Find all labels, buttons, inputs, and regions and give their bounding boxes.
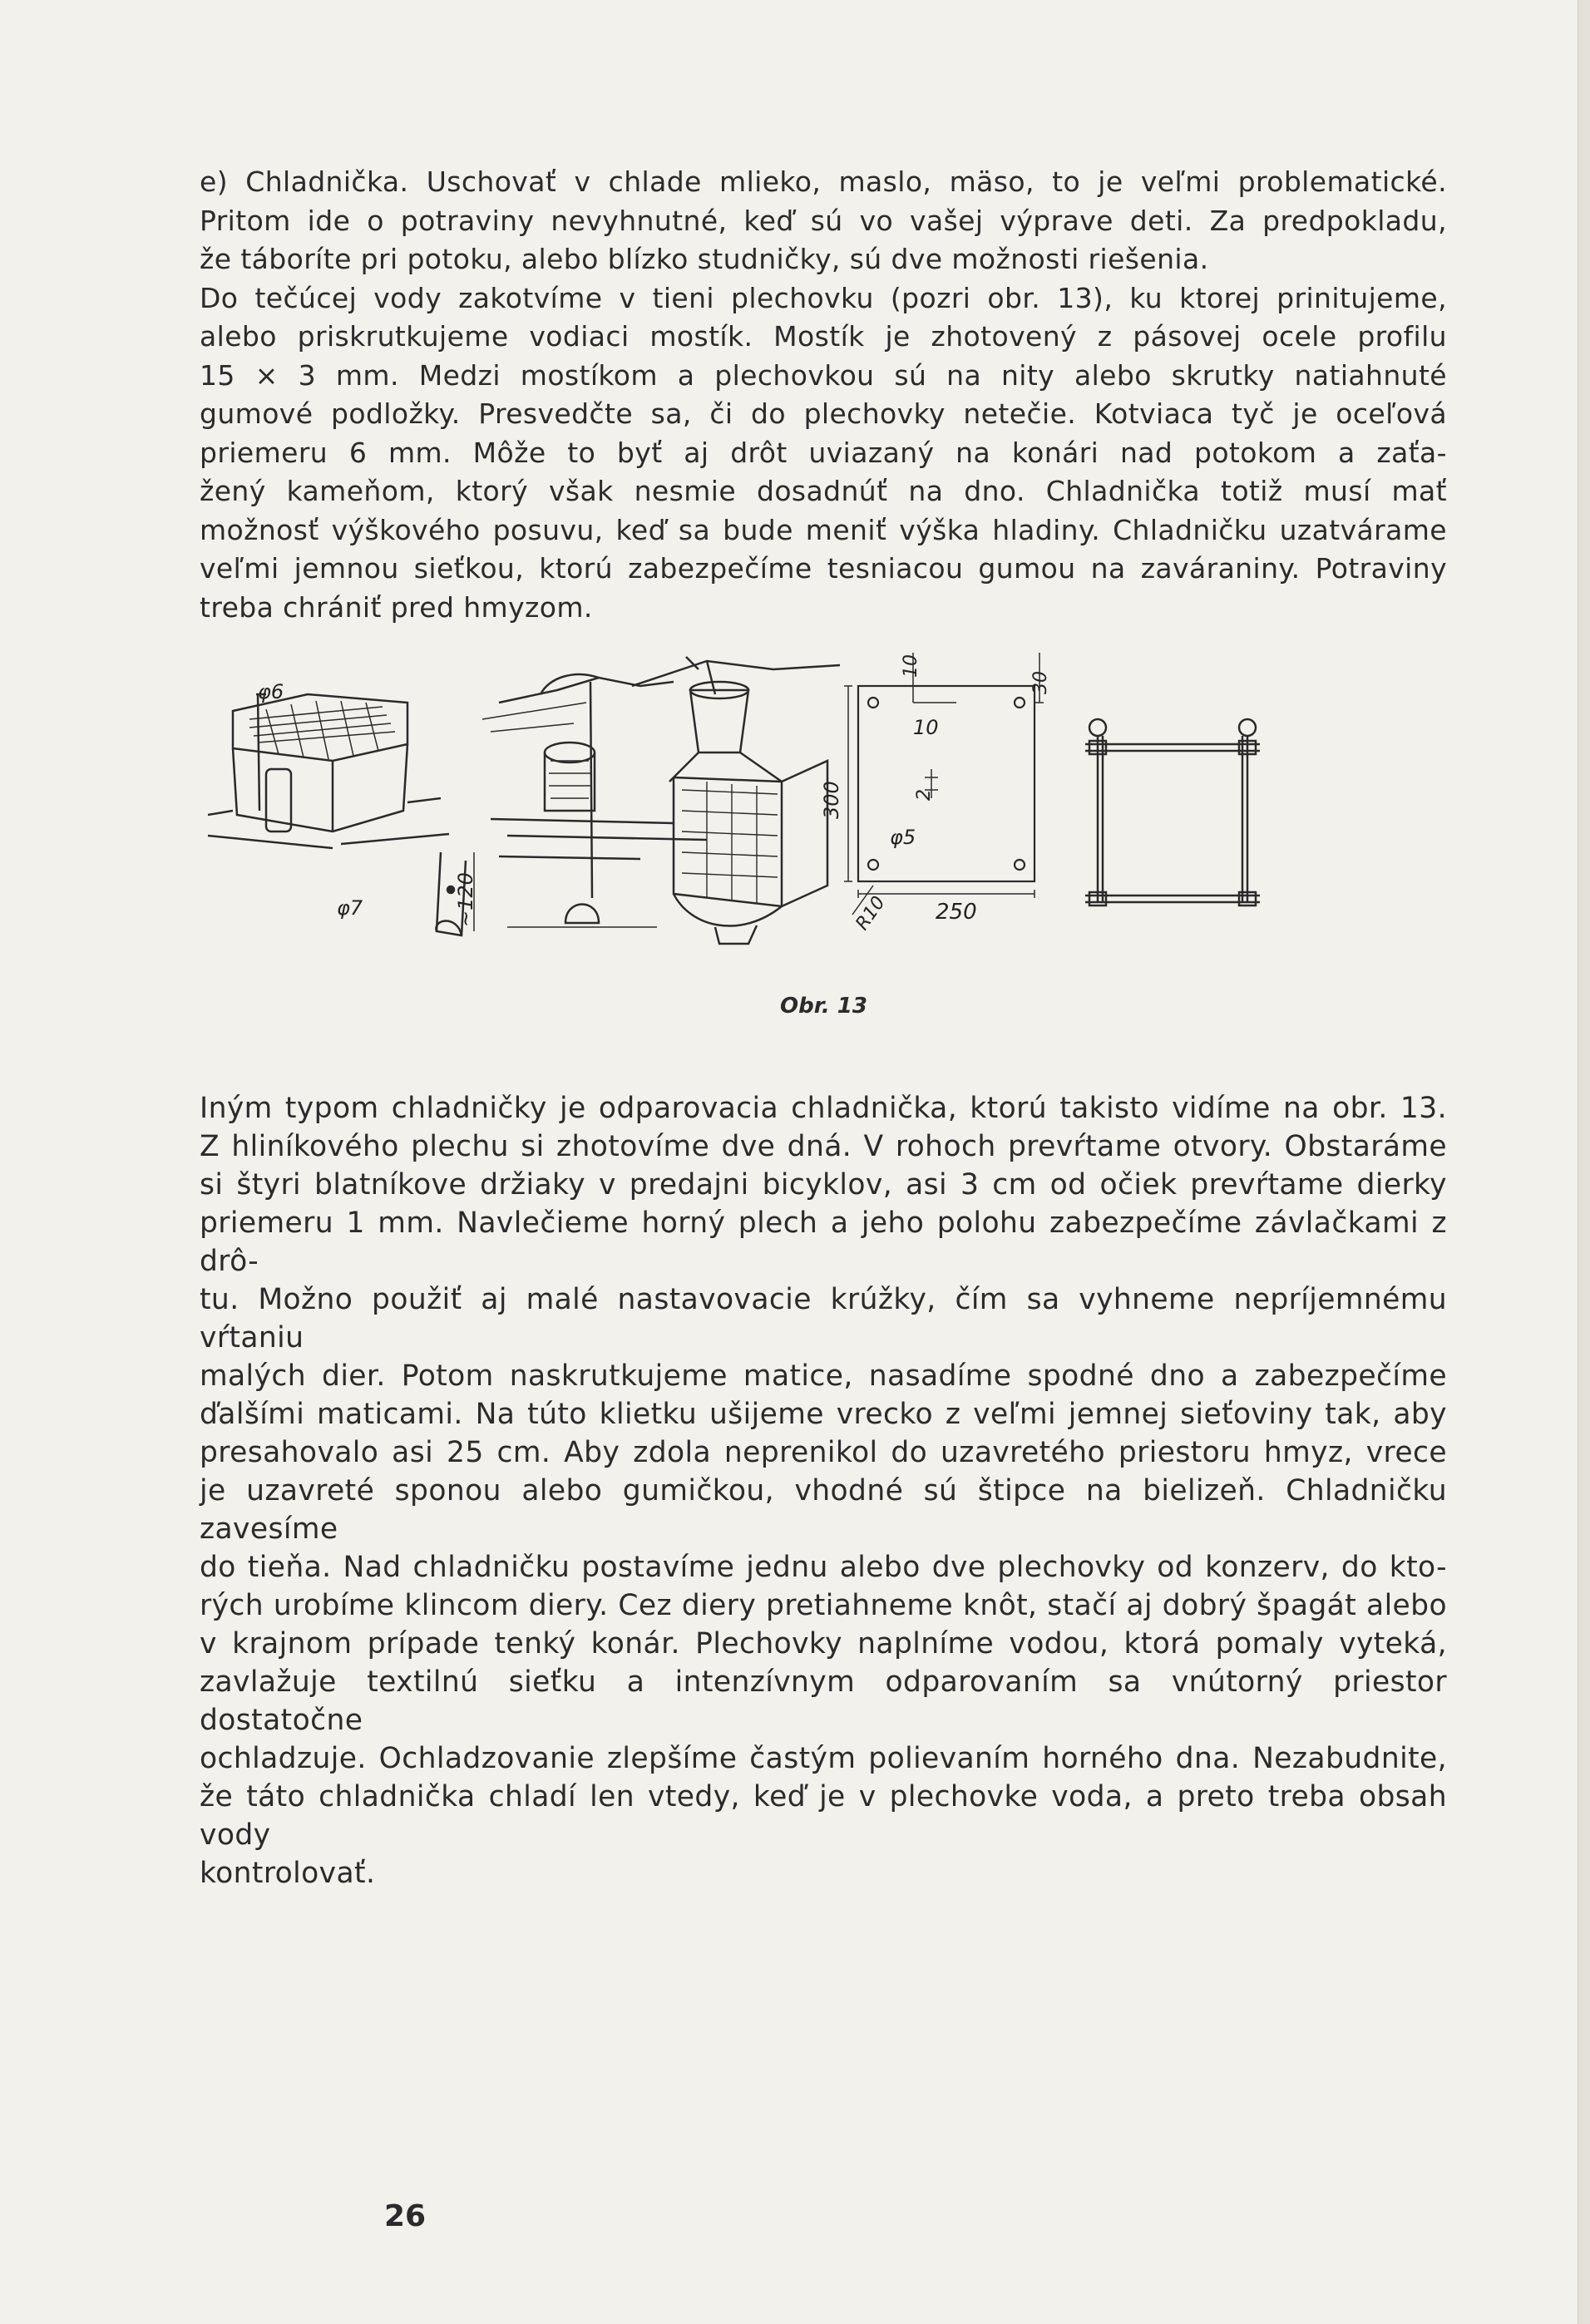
text-line: gumové podložky. Presvedčte sa, či do plechovky netečie. Kotviaca tyč je oceľová: [200, 397, 1447, 430]
text-line: si štyri blatníkove držiaky v predajni bicyklov, asi 3 cm od očiek prevŕtame dierky: [200, 1168, 1447, 1201]
paragraph-refrigerator-intro: [200, 163, 1447, 627]
text-line: tu. Možno použiť aj malé nastavovacie krúžky, čím sa vyhneme nepríjemnému vŕtaniu: [200, 1283, 1447, 1354]
dim-label-300: 300: [820, 781, 843, 819]
text-line: že táboríte pri potoku, alebo blízko studničky, sú dve možnosti riešenia.: [200, 243, 1209, 275]
text-line: Z hliníkového plechu si zhotovíme dve dná. V rohoch prevŕtame otvory. Obstaráme: [200, 1130, 1447, 1163]
text-line: Iným typom chladničky je odparovacia chladnička, ktorú takisto vidíme na obr. 13.: [200, 1092, 1447, 1125]
text-line: možnosť výškového posuvu, keď sa bude meniť výška hladiny. Chladničku uzatvárame: [200, 513, 1447, 546]
dim-label-30: 30: [1030, 671, 1051, 694]
text-line: e) Chladnička. Uschovať v chlade mlieko, maslo, mäso, to je veľmi problematické.: [200, 165, 1447, 198]
text-line: priemeru 6 mm. Môže to byť aj drôt uviazaný na konári nad potokom a zaťa-: [200, 436, 1447, 469]
dim-label-10a: 10: [901, 654, 921, 678]
text-line: veľmi jemnou sieťkou, ktorú zabezpečíme tesniacou gumou na zaváraniny. Potraviny: [200, 552, 1447, 585]
frame-cage-drawing: [1085, 719, 1260, 905]
dim-label-250: 250: [936, 900, 977, 925]
text-line: kontrolovať.: [200, 1857, 376, 1890]
can-in-stream-sketch: [208, 680, 477, 935]
figure-caption: Obr. 13: [780, 994, 867, 1019]
dim-label-d7: φ7: [337, 896, 363, 920]
text-line: že táto chladnička chladí len vtedy, keď je v plechovke voda, a preto treba obsah vody: [200, 1780, 1447, 1852]
evaporative-fridge-sketch: [632, 657, 843, 944]
paragraph-evaporative-refrigerator: [200, 1089, 1447, 1892]
text-line: ochladzuje. Ochladzovanie zlepšíme častým polievaním horného dna. Nezabudnite,: [200, 1742, 1447, 1775]
text-line: rých urobíme klincom diery. Cez diery pretiahneme knôt, stačí aj dobrý špagát alebo: [200, 1589, 1447, 1622]
page-number: 26: [384, 2199, 427, 2233]
dim-label-2: 2: [914, 789, 935, 801]
dim-label-h120: ~120: [454, 872, 477, 927]
dim-label-d6: φ6: [258, 680, 284, 703]
text-line: do tieňa. Nad chladničku postavíme jednu alebo dve plechovky od konzerv, do kto-: [200, 1551, 1447, 1584]
text-line: je uzavreté sponou alebo gumičkou, vhodné sú štipce na bielizeň. Chladničku zavesíme: [200, 1474, 1447, 1546]
page-edge: [1578, 0, 1590, 2324]
text-line: alebo priskrutkujeme vodiaci mostík. Mostík je zhotovený z pásovej ocele profilu: [200, 320, 1447, 353]
text-line: Do tečúcej vody zakotvíme v tieni plechovku (pozri obr. 13), ku ktorej prinitujeme,: [200, 281, 1447, 314]
dim-label-d5: φ5: [890, 826, 916, 849]
figure-13-drawings: [208, 644, 1464, 960]
dim-label-10b: 10: [913, 716, 939, 739]
dim-label-r10: R10: [852, 892, 890, 935]
text-line: žený kameňom, ktorý však nesmie dosadnúť na dno. Chladnička totiž musí mať: [200, 475, 1447, 507]
text-line: v krajnom prípade tenký konár. Plechovky naplníme vodou, ktorá pomaly vyteká,: [200, 1627, 1447, 1660]
text-line: priemeru 1 mm. Navlečieme horný plech a jeho polohu zabezpečíme závlačkami z drô-: [200, 1206, 1447, 1278]
text-line: zavlažuje textilnú sieťku a intenzívnym odparovaním sa vnútorný priestor dostatočne: [200, 1665, 1447, 1737]
plate-dimension-drawing: [844, 653, 1051, 934]
text-line: malých dier. Potom naskrutkujeme matice, nasadíme spodné dno a zabezpečíme: [200, 1359, 1447, 1393]
text-line: Pritom ide o potraviny nevyhnutné, keď sú vo vašej výprave deti. Za predpokladu,: [200, 204, 1447, 237]
text-line: ďalšími maticami. Na túto klietku ušijeme vrecko z veľmi jemnej sieťoviny tak, aby: [200, 1398, 1447, 1431]
text-line: 15 × 3 mm. Medzi mostíkom a plechovkou sú na nity alebo skrutky natiahnuté: [200, 358, 1447, 392]
text-line: presahovalo asi 25 cm. Aby zdola neprenikol do uzavretého priestoru hmyz, vrece: [200, 1436, 1447, 1469]
text-line: treba chrániť pred hmyzom.: [200, 590, 593, 624]
